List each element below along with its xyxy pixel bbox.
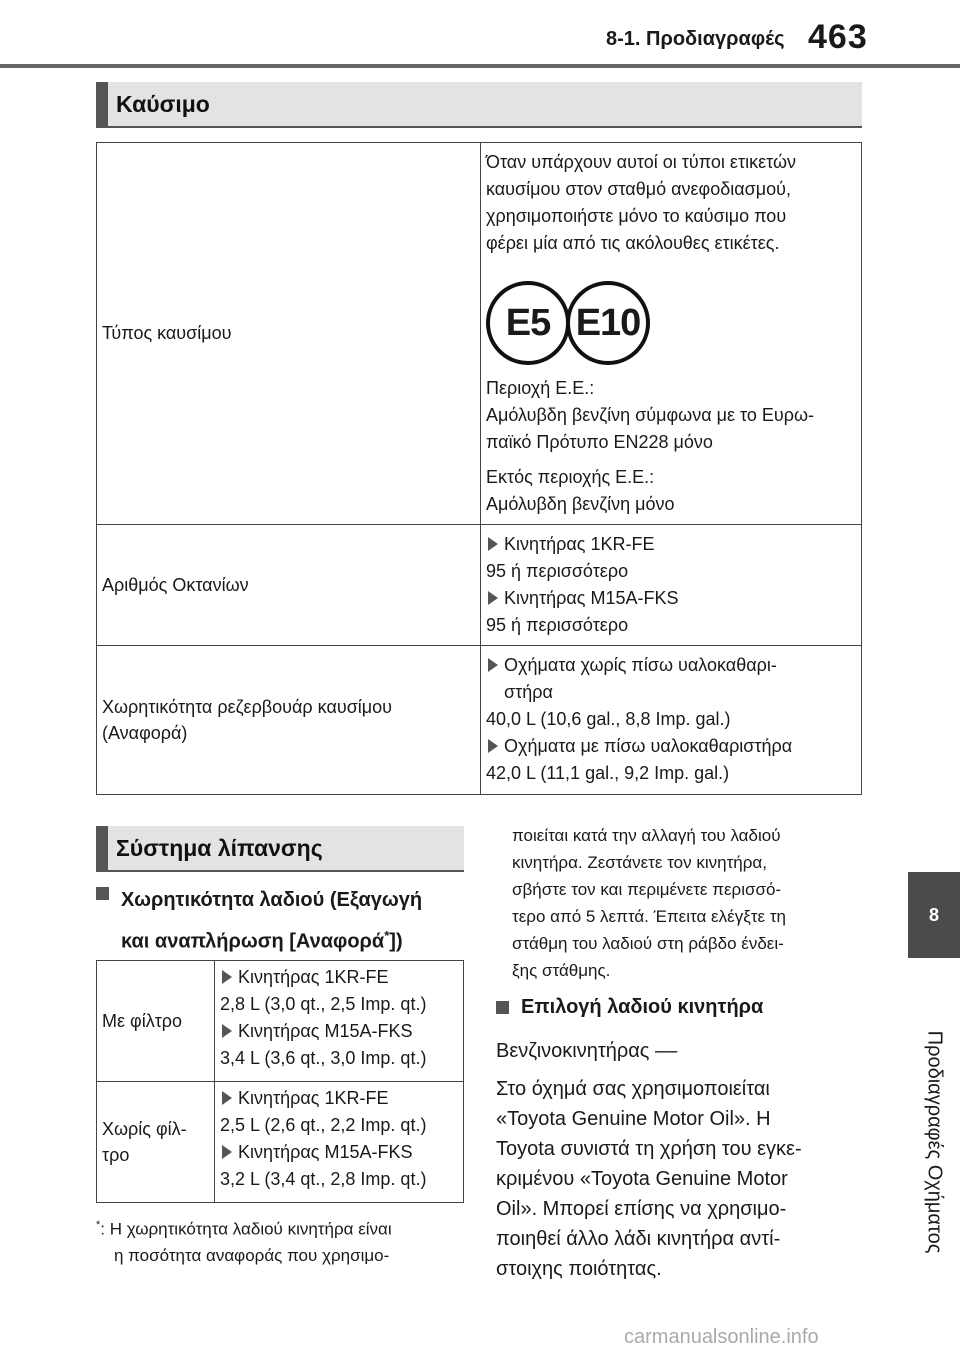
bullet-arrow-icon bbox=[222, 970, 232, 984]
text-line: ποιηθεί άλλο λάδι κινητήρα αντί- bbox=[496, 1228, 781, 1250]
list-item bbox=[220, 1085, 459, 1112]
oil-selection-heading bbox=[496, 996, 763, 1019]
table-row bbox=[97, 646, 862, 795]
table-row bbox=[97, 143, 862, 525]
tank-capacity-label bbox=[97, 646, 481, 795]
text-line: Χωρίς φίλ- bbox=[102, 1119, 187, 1139]
bullet-arrow-icon bbox=[222, 1145, 232, 1159]
spec-value: 95 ή περισσότερο bbox=[486, 615, 629, 635]
section-title: 8-1. Προδιαγραφές bbox=[606, 28, 785, 50]
square-bullet-icon bbox=[496, 1001, 509, 1014]
fuel-type-value bbox=[481, 143, 862, 525]
vehicle-variant: Οχήματα χωρίς πίσω υαλοκαθαρι- bbox=[504, 655, 777, 675]
text-line: Αμόλυβδη βενζίνη μόνο bbox=[486, 494, 675, 514]
text-line: φέρει μία από τις ακόλουθες ετικέτες. bbox=[486, 233, 780, 253]
list-item bbox=[220, 1139, 459, 1166]
text-line: Όταν υπάρχουν αυτοί οι τύποι ετικετών bbox=[486, 152, 796, 172]
text-line: Περιοχή Ε.Ε.: bbox=[486, 378, 595, 398]
bullet-arrow-icon bbox=[488, 739, 498, 753]
text-line: στοιχης ποιότητας. bbox=[496, 1258, 662, 1280]
footnote-continuation bbox=[512, 822, 852, 984]
lubrication-section-heading: Σύστημα λίπανσης bbox=[96, 826, 464, 872]
spec-value: 40,0 L (10,6 gal., 8,8 Imp. gal.) bbox=[486, 709, 731, 729]
spec-value: 95 ή περισσότερο bbox=[486, 561, 629, 581]
list-item bbox=[486, 531, 857, 558]
bullet-arrow-icon bbox=[222, 1091, 232, 1105]
heading-line: Χωρητικότητα λαδιού (Εξαγωγή bbox=[121, 889, 423, 911]
without-filter-value bbox=[215, 1082, 464, 1203]
text-line: Εκτός περιοχής Ε.Ε.: bbox=[486, 467, 655, 487]
list-item bbox=[486, 585, 857, 612]
table-row bbox=[97, 1082, 464, 1203]
text-line: σβήστε τον και περιμένετε περισσό- bbox=[512, 880, 782, 899]
text-line: Χωρητικότητα ρεζερβουάρ καυσίμου bbox=[102, 697, 393, 717]
fuel-table bbox=[96, 142, 862, 795]
text-line: ποιείται κατά την αλλαγή του λαδιού bbox=[512, 826, 781, 845]
header-rule bbox=[0, 64, 960, 68]
heading-text: Επιλογή λαδιού κινητήρα bbox=[521, 996, 764, 1018]
chapter-tab[interactable]: 8 bbox=[908, 872, 960, 958]
text-line: Βενζινοκινητήρας –– bbox=[496, 1040, 678, 1062]
e5-badge: E5 bbox=[486, 281, 570, 365]
fuel-section-heading: Καύσιμο bbox=[96, 82, 862, 128]
spec-value: 2,5 L (2,6 qt., 2,2 Imp. qt.) bbox=[220, 1115, 427, 1135]
spec-value: 3,2 L (3,4 qt., 2,8 Imp. qt.) bbox=[220, 1169, 427, 1189]
text-line: Toyota συνιστά τη χρήση του εγκε- bbox=[496, 1138, 802, 1160]
engine-name: Κινητήρας 1KR-FE bbox=[504, 534, 655, 554]
octane-label: Αριθμός Οκτανίων bbox=[97, 525, 481, 646]
table-row bbox=[97, 961, 464, 1082]
square-bullet-icon bbox=[96, 887, 109, 900]
bullet-arrow-icon bbox=[222, 1024, 232, 1038]
engine-name: Κινητήρας 1KR-FE bbox=[238, 1088, 389, 1108]
oil-capacity-table bbox=[96, 960, 464, 1203]
engine-name: Κινητήρας M15A-FKS bbox=[238, 1021, 413, 1041]
text-line: ξης στάθμης. bbox=[512, 961, 611, 980]
text-line: στάθμη του λαδιού στη ράβδο ένδει- bbox=[512, 934, 784, 953]
text-line: «Toyota Genuine Motor Oil». Η bbox=[496, 1108, 771, 1130]
spec-value: 3,4 L (3,6 qt., 3,0 Imp. qt.) bbox=[220, 1048, 427, 1068]
text-line: κριμένου «Toyota Genuine Motor bbox=[496, 1168, 788, 1190]
list-item bbox=[486, 733, 857, 760]
text-line: παϊκό Πρότυπο EN228 μόνο bbox=[486, 432, 713, 452]
list-item bbox=[220, 964, 459, 991]
text-line: κινητήρα. Ζεστάνετε τον κινητήρα, bbox=[512, 853, 767, 872]
text-line: Στο όχημά σας χρησιμοποιείται bbox=[496, 1078, 770, 1100]
list-item bbox=[220, 1018, 459, 1045]
engine-name: Κινητήρας 1KR-FE bbox=[238, 967, 389, 987]
e10-badge: E10 bbox=[566, 281, 650, 365]
text-line: καυσίμου στον σταθμό ανεφοδιασμού, bbox=[486, 179, 791, 199]
footnote: *: Η χωρητικότητα λαδιού κινητήρα είναι η ποσότητα αναφοράς που χρησιμο- bbox=[96, 1219, 392, 1265]
spec-value: 42,0 L (11,1 gal., 9,2 Imp. gal.) bbox=[486, 763, 730, 783]
heading-line: και αναπλήρωση [Αναφορά*]) bbox=[121, 928, 403, 953]
tank-capacity-value bbox=[481, 646, 862, 795]
page-number: 463 bbox=[808, 18, 868, 56]
oil-selection-body bbox=[496, 1036, 856, 1284]
without-filter-label bbox=[97, 1082, 215, 1203]
watermark: carmanualsonline.info bbox=[624, 1326, 819, 1348]
list-item bbox=[486, 652, 857, 679]
text-line: χρησιμοποιήστε μόνο το καύσιμο που bbox=[486, 206, 787, 226]
chapter-tab-label: Προδιαγραφές Οχήματος bbox=[923, 1030, 946, 1254]
engine-name: Κινητήρας M15A-FKS bbox=[504, 588, 679, 608]
text-line: Oil». Μπορεί επίσης να χρησιμο- bbox=[496, 1198, 787, 1220]
fuel-label-badges bbox=[486, 281, 857, 365]
text-line: (Αναφορά) bbox=[102, 723, 188, 743]
vehicle-variant: στήρα bbox=[504, 682, 553, 702]
text-line: Αμόλυβδη βενζίνη σύμφωνα με το Ευρω- bbox=[486, 405, 815, 425]
octane-value bbox=[481, 525, 862, 646]
bullet-arrow-icon bbox=[488, 658, 498, 672]
bullet-arrow-icon bbox=[488, 591, 498, 605]
text-line: τρο bbox=[102, 1145, 130, 1165]
text-line: τερο από 5 λεπτά. Έπειτα ελέγξτε τη bbox=[512, 907, 787, 926]
oil-capacity-heading bbox=[96, 882, 422, 960]
with-filter-label: Με φίλτρο bbox=[97, 961, 215, 1082]
engine-name: Κινητήρας M15A-FKS bbox=[238, 1142, 413, 1162]
with-filter-value bbox=[215, 961, 464, 1082]
vehicle-variant: Οχήματα με πίσω υαλοκαθαριστήρα bbox=[504, 736, 793, 756]
spec-value: 2,8 L (3,0 qt., 2,5 Imp. qt.) bbox=[220, 994, 427, 1014]
fuel-type-label: Τύπος καυσίμου bbox=[97, 143, 481, 525]
table-row bbox=[97, 525, 862, 646]
bullet-arrow-icon bbox=[488, 537, 498, 551]
